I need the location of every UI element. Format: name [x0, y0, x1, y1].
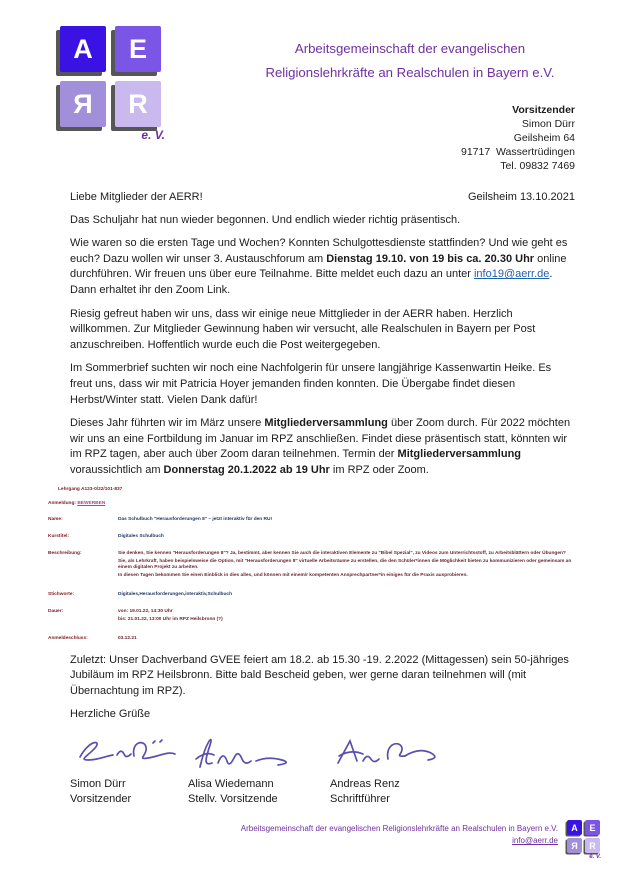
signer-3-role: Schriftführer	[330, 793, 390, 806]
sender-role: Vorsitzender	[512, 104, 575, 116]
p5-bold1: Mitgliederversammlung	[264, 417, 388, 430]
signers-row	[70, 777, 575, 808]
signer-3	[330, 777, 575, 808]
signer-2-name: Alisa Wiedemann	[188, 777, 274, 790]
p5-bold2: Mitgliederversammlung	[397, 448, 522, 461]
salutation: Liebe Mitglieder der AERR!	[70, 191, 203, 203]
paragraph-austauschforum	[70, 236, 575, 298]
p2-text: Wie waren so die ersten Tage und Wochen? Konnten Schulgottesdienste stattfinden? Und wie geht es euch? Dazu wollen wir unser 3. Austauschforum am	[70, 237, 568, 265]
aerr-logo-footer	[567, 820, 601, 860]
course-anmeldeschluss-label: Anmeldeschluss:	[48, 635, 88, 641]
course-dauer-label: Dauer:	[48, 608, 64, 614]
signer-1-role: Vorsitzender	[70, 793, 132, 806]
closing-greeting: Herzliche Grüße	[70, 708, 151, 721]
signer-1-name: Simon Dürr	[70, 777, 126, 790]
p2-text3: . Dann erhaltet ihr den Zoom Link.	[70, 268, 553, 296]
salutation-row	[70, 190, 575, 206]
bewerben-link[interactable]: BEWERBEN	[77, 500, 106, 506]
signature-alisa-wiedemann	[188, 731, 330, 775]
signer-1	[70, 777, 188, 808]
footer-logo-square-mirrored-r: Я	[567, 838, 582, 853]
course-kurstitel-value: Digitales Schulbuch	[118, 533, 164, 539]
footer-logo-square-r: R	[585, 838, 600, 853]
signature-stroke-3	[330, 731, 460, 775]
course-beschreibung-label: Beschreibung:	[48, 550, 82, 556]
p5-text: Dieses Jahr führten wir im März unsere	[70, 417, 265, 430]
course-dauer-value	[118, 609, 575, 625]
p5-text2: über Zoom durch. Für 2022 möchten wir uns an eine Fortbildung im Januar im RPZ anschließen. Findet diese präsentisch statt, könnten wir im RPZ tagen, aber auch über Zoom daran teilnehmen. Termin der	[70, 417, 571, 461]
signer-3-name: Andreas Renz	[330, 777, 400, 790]
course-name-value: Das Schulbuch "Herausforderungen 8" – jetzt interaktiv für den RU!	[118, 516, 273, 522]
email-link-info19[interactable]: info19@aerr.de	[473, 268, 550, 281]
sender-city: 91717 Wassertrüdingen	[460, 146, 575, 158]
sender-contact-block	[461, 103, 575, 173]
signature-stroke-1	[70, 731, 182, 773]
course-lehrgang-number: Lehrgang A123-0/22/101-837	[58, 486, 123, 492]
sender-street: Geilsheim 64	[513, 132, 575, 144]
place-date: Geilsheim 13.10.2021	[467, 191, 575, 203]
course-row-stichworte	[48, 592, 575, 598]
paragraph-schuljahr: Das Schuljahr hat nun wieder begonnen. Und endlich wieder richtig präsentisch.	[70, 213, 461, 226]
letter-body	[48, 190, 575, 808]
signature-andreas-renz	[330, 731, 575, 775]
logo-ev-label: e. V.	[141, 128, 165, 142]
course-row-kurstitel	[48, 534, 575, 540]
logo-square-r: R	[115, 81, 161, 127]
footer-email-link[interactable]: info@aerr.de	[512, 836, 558, 845]
p2-text2: online durchführen. Wir freuen uns über eure Teilnahme. Bitte meldet euch dazu an unter	[70, 252, 567, 281]
footer-logo-square-a: A	[567, 820, 582, 835]
course-anmeldung-row	[48, 501, 575, 507]
course-stichworte-value: Digitales,Herausforderungen,interaktiv,Schulbuch	[118, 591, 232, 597]
paragraph-kassenwartin: Im Sommerbrief suchten wir noch eine Nachfolgerin für unsere langjährige Kassenwartin Heike. Es freut uns, dass wir mit Patricia Hoyer jemanden finden konnten. Die Übergabe findet diesen Herbst/Winter statt. Vielen Dank dafür!	[70, 362, 552, 406]
signer-2	[188, 777, 330, 808]
logo-square-mirrored-r: Я	[60, 81, 106, 127]
dauer-bis: bis: 21.01.22, 13:00 Uhr im RPZ Heilsbronn (?)	[118, 616, 223, 622]
course-anmeldeschluss-value: 03.12.21	[118, 635, 137, 641]
paragraph-mitglieder: Riesig gefreut haben wir uns, dass wir einige neue Mittglieder in der AERR haben. Herzlich willkommen. Zur Mitglieder Gewinnung haben wir versucht, alle Realschulen in Bayern per Post anzuschreiben. Hoffentlich wurde euch die Post weitergegeben.	[70, 307, 536, 351]
dauer-von: von: 19.01.22, 14:30 Uhr	[118, 608, 173, 614]
signature-stroke-2	[188, 731, 318, 775]
course-row-anmeldeschluss	[48, 636, 575, 642]
course-kurstitel-label: Kurstitel:	[48, 533, 70, 539]
paragraph-mitgliederversammlung	[70, 416, 575, 478]
paragraph-gvee-jubilaeum: Zuletzt: Unser Dachverband GVEE feiert am 18.2. ab 15.30 -19. 2.2022 (Mittagessen) sein 50-jähriges Jubiläum im RPZ Heilsbronn. Bitte bald Bescheid geben, wer gerne daran teilnehmen will (mit Übernachtung im RPZ).	[70, 653, 569, 697]
logo-square-e: E	[115, 26, 161, 72]
footer-org: Arbeitsgemeinschaft der evangelischen Religionslehrkräfte an Realschulen in Bayern e.V.	[240, 824, 558, 833]
course-row-dauer	[48, 609, 575, 625]
p5-text4: im RPZ oder Zoom.	[329, 463, 429, 476]
sender-name: Simon Dürr	[521, 118, 575, 130]
course-row-beschreibung	[48, 551, 575, 581]
course-row-name	[48, 517, 575, 523]
signature-simon-duerr	[70, 731, 188, 775]
org-title-line2: Religionslehrkräfte an Realschulen in Bayern e.V.	[265, 65, 555, 80]
course-name-label: Name:	[48, 516, 63, 522]
course-stichworte-label: Stichworte:	[48, 591, 75, 597]
footer-logo-ev-label: e. V.	[589, 854, 601, 860]
signer-2-role: Stellv. Vorsitzende	[188, 793, 278, 806]
org-title	[240, 37, 580, 85]
logo-square-a: A	[60, 26, 106, 72]
beschreibung-line1: Sie denken, Sie kennen "Herausforderungen 8"? Ja, bestimmt, aber kennen Sie auch die interaktiven Elemente zu "Bibel Spezial", zu Videos zum Unterrichtsstoff, zu Arbeitsblättern oder Übungen?	[118, 550, 566, 556]
footer-logo-square-e: E	[585, 820, 600, 835]
sender-phone: Tel. 09832 7469	[500, 160, 575, 172]
signatures-row	[70, 731, 575, 775]
footer-text	[241, 823, 558, 847]
course-beschreibung-value	[118, 551, 575, 581]
anmeldung-label: Anmeldung:	[48, 500, 78, 506]
p5-text3: voraussichtlich am	[70, 463, 164, 476]
p5-bold3: Donnerstag 20.1.2022 ab 19 Uhr	[163, 463, 330, 476]
aerr-logo	[60, 26, 165, 142]
p2-bold-date: Dienstag 19.10. von 19 bis ca. 20.30 Uhr	[326, 252, 535, 265]
course-announcement-block	[48, 487, 575, 642]
beschreibung-line3: In diesen Tagen bekommen Sie einen Einblick in dies alles, und können mit einem/r kompetenten Ansprechpartner*in einiges für die Praxis ausprobieren.	[118, 572, 468, 578]
beschreibung-line2: Sie, als Lehrkraft, haben beispielsweise die Option, mit "Herausforderungen 8" virtuelle Arbeitsräume zu erstellen, die den Schüler*innen die Möglichkeit bieten zu kommunizieren oder gemeinsam an einem digitalen Projekt zu arbeiten.	[118, 558, 572, 570]
org-title-line1: Arbeitsgemeinschaft der evangelischen	[294, 41, 526, 56]
